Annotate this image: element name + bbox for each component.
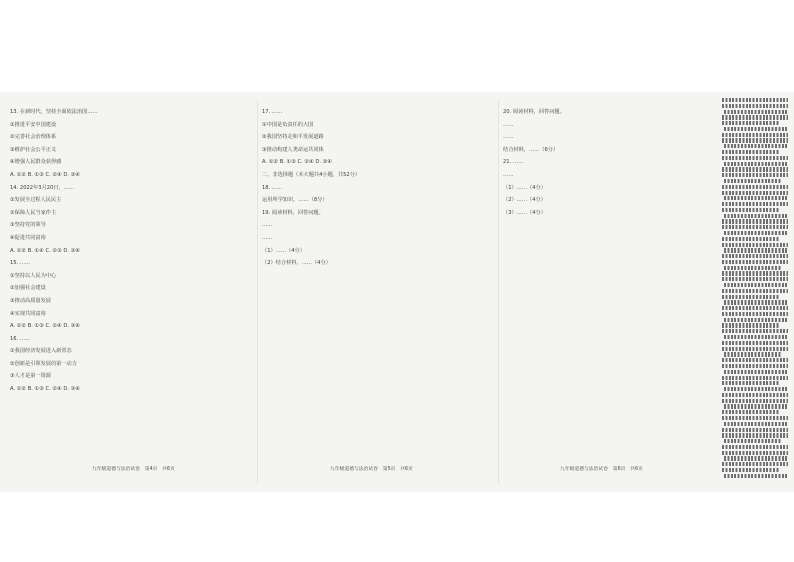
grid-row — [722, 358, 788, 362]
question-line: （3）……（4分） — [503, 209, 546, 216]
question-line: …… — [262, 234, 273, 241]
grid-row — [722, 121, 780, 125]
grid-row — [722, 156, 788, 160]
question-line: ②完善社会治理体系 — [10, 134, 57, 141]
question-line: ①坚持以人民为中心 — [10, 272, 57, 279]
grid-row — [722, 323, 780, 327]
grid-row — [722, 191, 788, 195]
grid-row — [724, 335, 788, 339]
grid-row — [722, 312, 788, 316]
question-line: （2）结合材料，……（4分） — [262, 260, 331, 267]
grid-row — [722, 167, 788, 171]
grid-row — [724, 318, 788, 322]
question-line: …… — [262, 222, 273, 229]
question-line: 18. …… — [262, 184, 283, 191]
grid-row — [722, 104, 788, 108]
question-line: 17. …… — [262, 109, 283, 115]
grid-row — [722, 468, 780, 472]
grid-row — [724, 370, 788, 374]
question-line: A. ①② B. ①③ C. ②④ D. ③④ — [10, 323, 80, 330]
exam-column-3 — [503, 108, 711, 221]
exam-column-1 — [10, 108, 255, 398]
question-line: ④促进共同富裕 — [10, 234, 46, 241]
grid-row — [722, 202, 788, 206]
grid-row — [722, 277, 788, 281]
question-line: 16. …… — [10, 335, 31, 342]
page-fold-right — [498, 100, 499, 484]
grid-row — [722, 399, 788, 403]
grid-row — [724, 283, 788, 287]
grid-row — [722, 138, 788, 142]
question-line: 15. …… — [10, 260, 31, 267]
grid-row — [722, 416, 788, 420]
question-line: 运用所学知识，……（8分） — [262, 197, 328, 204]
question-line: 19. 阅读材料，回答问题。 — [262, 209, 324, 216]
grid-row — [724, 456, 788, 460]
grid-row — [722, 289, 788, 293]
grid-row — [722, 445, 788, 449]
grid-row — [722, 341, 788, 345]
question-line: 21. …… — [503, 159, 524, 166]
question-line: （2）……（4分） — [503, 197, 546, 204]
question-line: ③人才是第一资源 — [10, 373, 51, 380]
grid-row — [722, 329, 788, 333]
grid-row — [722, 428, 788, 432]
grid-row — [724, 110, 788, 114]
grid-row — [722, 376, 788, 380]
grid-row — [722, 295, 780, 299]
question-line: A. ①② B. ①③ C. ②④ D. ③④ — [262, 159, 332, 166]
question-line: ①推进平安中国建设 — [10, 121, 57, 128]
grid-row — [724, 179, 782, 183]
grid-row — [724, 127, 788, 131]
grid-row — [722, 98, 788, 102]
grid-row — [722, 451, 788, 455]
grid-row — [724, 300, 788, 304]
question-line: …… — [503, 121, 514, 128]
grid-row — [722, 208, 780, 212]
grid-row — [724, 266, 782, 270]
grid-row — [722, 133, 788, 137]
question-line: ③维护社会公平正义 — [10, 146, 57, 153]
grid-row — [724, 439, 782, 443]
page-fold-left — [257, 100, 258, 484]
grid-row — [722, 462, 788, 466]
question-line: 20. 阅读材料，回答问题。 — [503, 109, 565, 115]
grid-row — [722, 185, 788, 189]
grid-row — [724, 422, 788, 426]
grid-row — [724, 144, 788, 148]
grid-row — [724, 387, 788, 391]
question-line: …… — [503, 134, 514, 141]
grid-row — [724, 474, 788, 478]
grid-row — [722, 243, 788, 247]
question-line: ③坚持党的领导 — [10, 222, 46, 229]
grid-row — [722, 364, 788, 368]
grid-row — [722, 225, 788, 229]
exam-column-2 — [262, 108, 494, 272]
grid-row — [722, 271, 788, 275]
grid-row — [722, 219, 788, 223]
page-footer-4: 九年级道德与法治试卷 第4页 共6页 — [92, 467, 175, 472]
grid-row — [724, 196, 788, 200]
grid-row — [722, 306, 788, 310]
question-line: 二、非选择题（本大题共4小题，共52分） — [262, 171, 361, 178]
question-line: ③推动构建人类命运共同体 — [262, 146, 324, 153]
grid-row — [722, 347, 788, 351]
grid-row — [724, 214, 788, 218]
question-line: （1）……（4分） — [262, 247, 305, 254]
grid-row — [722, 410, 780, 414]
question-line: A. ①② B. ①③ C. ②④ D. ③④ — [10, 171, 80, 178]
page-footer-6: 九年级道德与法治试卷 第6页 共6页 — [560, 467, 643, 472]
grid-row — [722, 115, 788, 119]
answer-grid-pattern — [722, 98, 788, 488]
question-line: ④实现共同富裕 — [10, 310, 46, 317]
question-line: ②创新是引领发展的第一动力 — [10, 360, 77, 367]
question-line: （1）……（4分） — [503, 184, 546, 191]
grid-row — [722, 237, 780, 241]
question-line: 结合材料，……（6分） — [503, 146, 559, 153]
grid-row — [724, 248, 788, 252]
question-line: …… — [503, 171, 514, 178]
question-line: ③推动高质量发展 — [10, 297, 51, 304]
page-footer-5: 九年级道德与法治试卷 第5页 共6页 — [330, 467, 413, 472]
question-line: 14. 2022年3月20日，…… — [10, 184, 75, 191]
grid-row — [722, 393, 788, 397]
grid-row — [722, 254, 788, 258]
grid-row — [722, 173, 788, 177]
question-line: ②加强社会建设 — [10, 285, 46, 292]
grid-row — [724, 231, 788, 235]
question-line: ①中国是负责任的大国 — [262, 121, 314, 128]
question-line: ①我国经济发展进入新常态 — [10, 348, 72, 355]
grid-row — [722, 260, 788, 264]
question-line: 13. 在新时代，坚持全面依法治国…… — [10, 109, 98, 115]
grid-row — [722, 381, 780, 385]
grid-row — [724, 162, 788, 166]
question-line: ②我国坚持走和平发展道路 — [262, 134, 324, 141]
grid-row — [724, 352, 782, 356]
grid-row — [722, 150, 780, 154]
grid-row — [724, 404, 788, 408]
question-line: A. ①② B. ①④ C. ②③ D. ③④ — [10, 247, 80, 254]
question-line: ④增强人民群众获得感 — [10, 159, 62, 166]
question-line: A. ①② B. ①③ C. ②④ D. ③④ — [10, 386, 80, 393]
question-line: ①发展全过程人民民主 — [10, 197, 62, 204]
question-line: ②保障人民当家作主 — [10, 209, 57, 216]
grid-row — [722, 433, 788, 437]
